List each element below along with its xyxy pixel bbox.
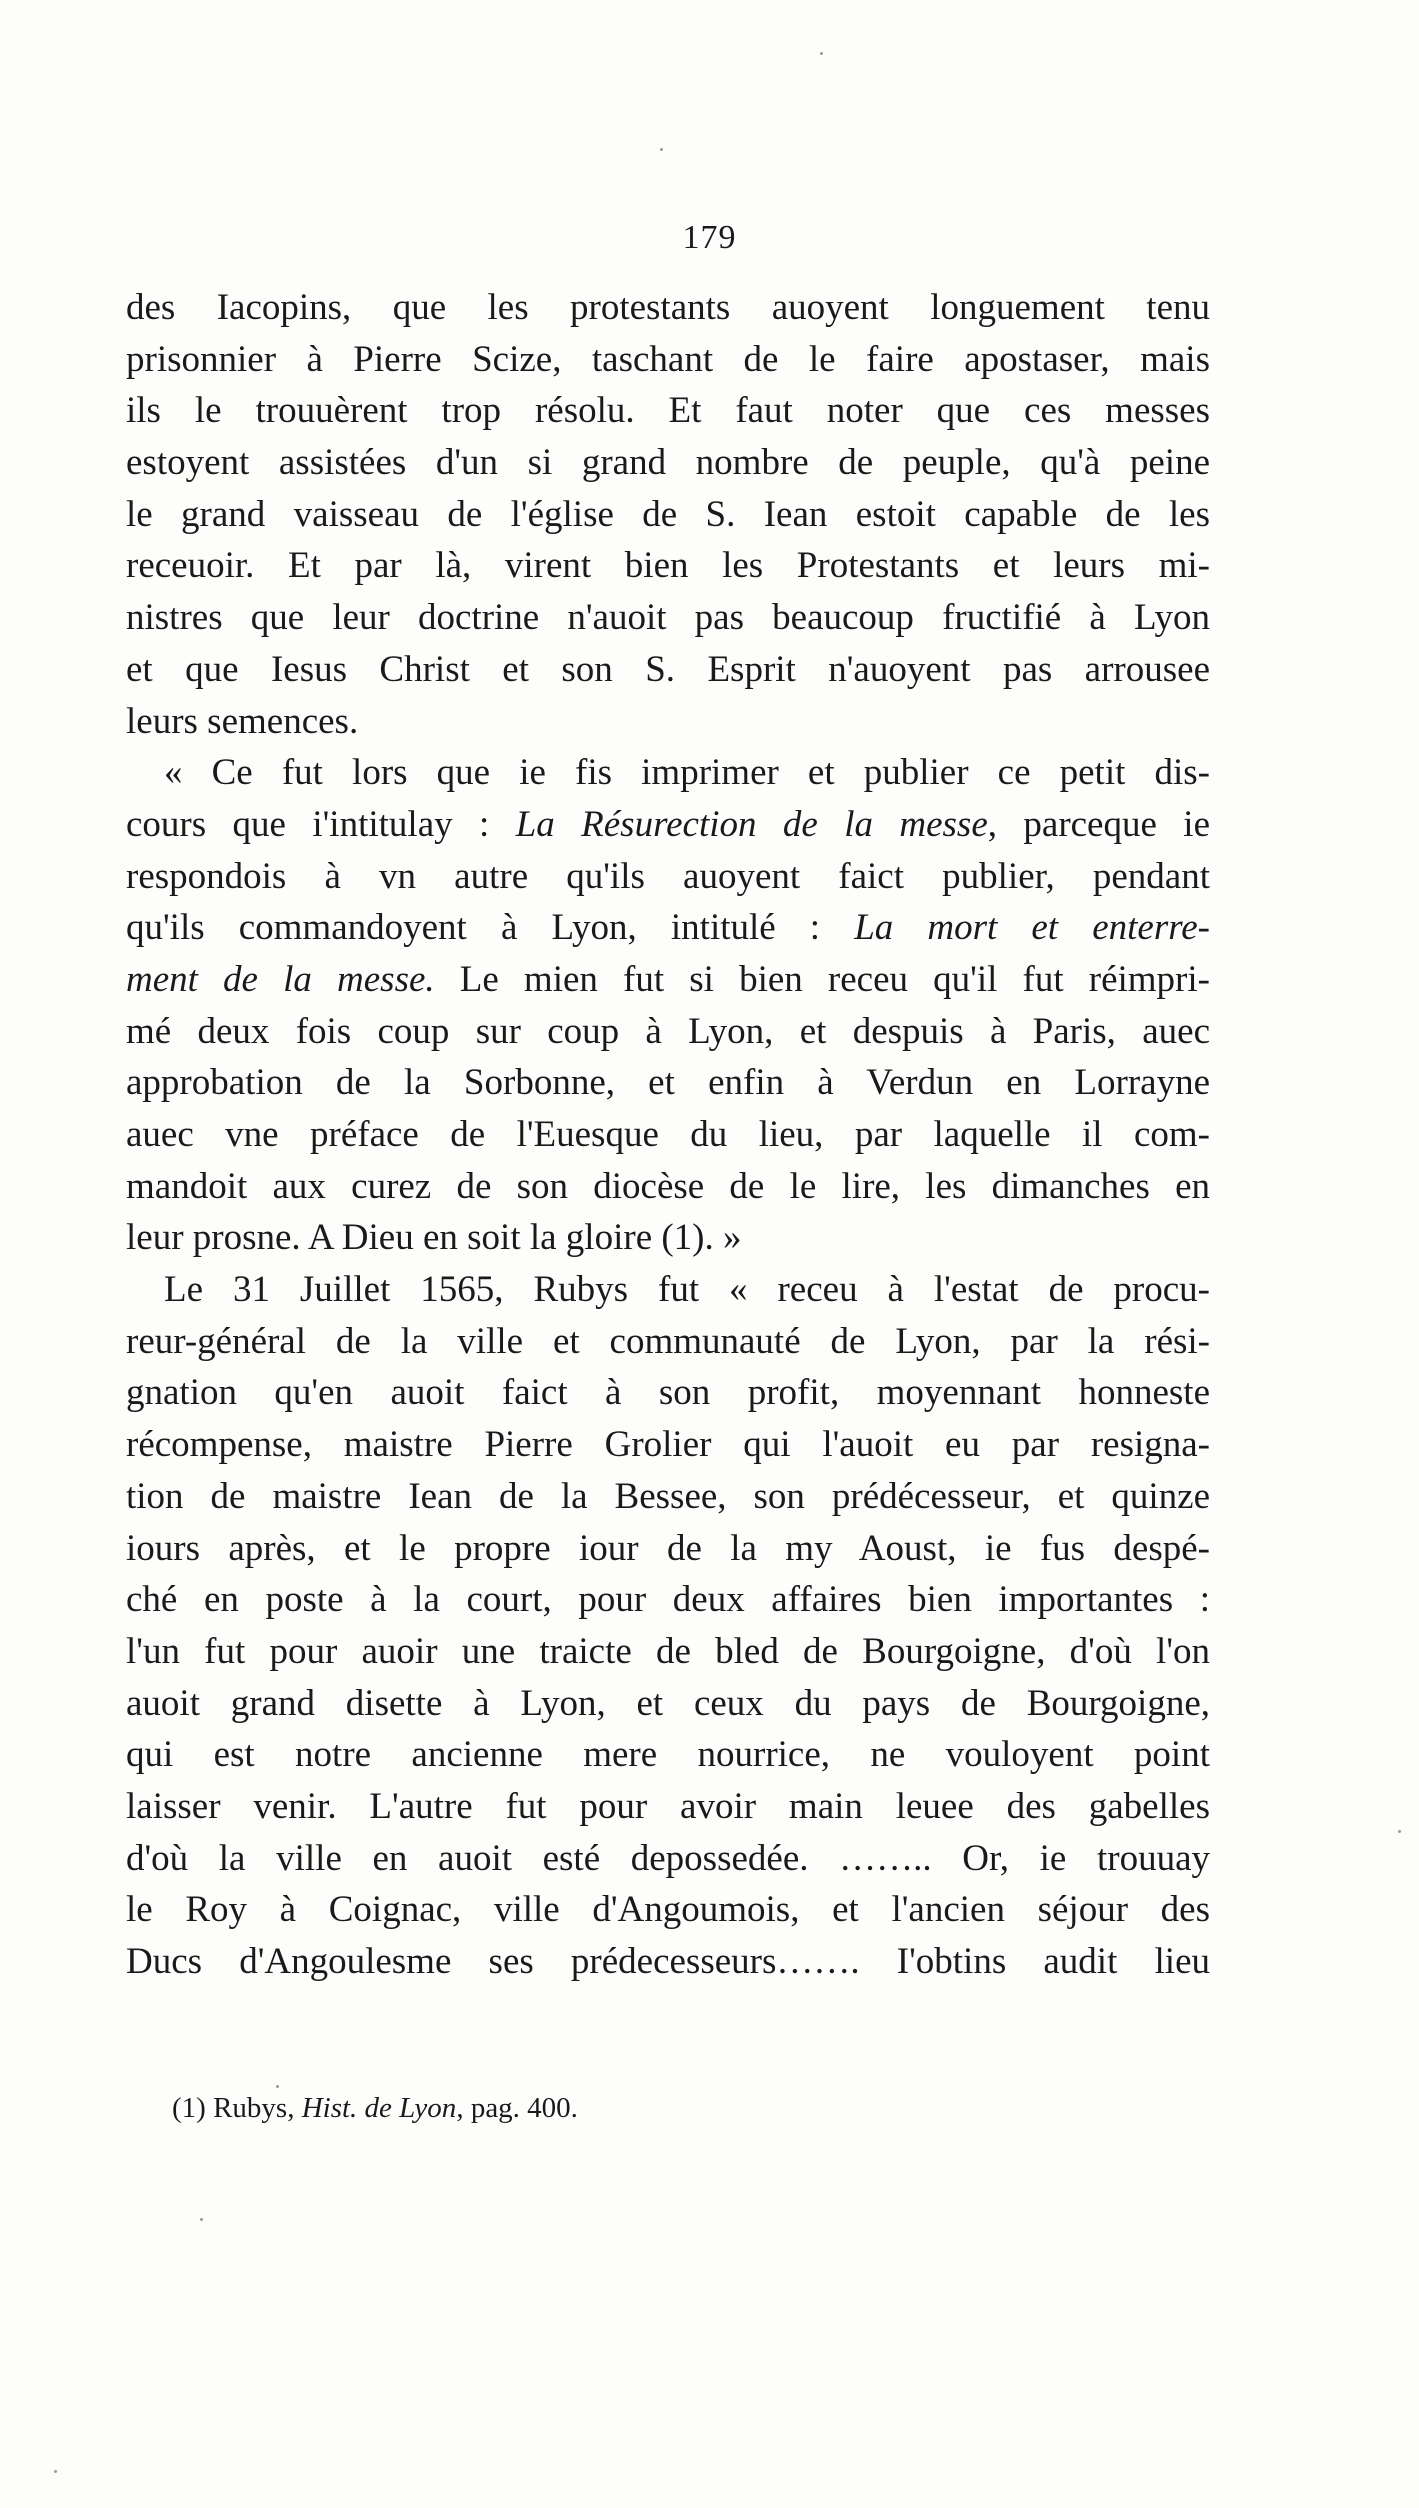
text-line <box>126 1161 1210 1213</box>
text-line <box>126 902 1210 954</box>
text-segment: ché en poste à la court, pour deux affaires bien importantes : <box>126 1579 1210 1621</box>
footnote-text: (1) Rubys, <box>172 2092 302 2124</box>
text-segment: d'où la ville en auoit esté depossedée. …….. Or, ie trouuay <box>126 1837 1210 1879</box>
text-segment: qu'ils commandoyent à Lyon, intitulé : <box>126 907 855 949</box>
text-line <box>126 385 1210 437</box>
italic-text: ment de la messe. <box>126 958 435 1000</box>
text-segment: et que Iesus Christ et son S. Esprit n'auoyent pas arrousee <box>126 648 1210 690</box>
text-segment: « Ce fut lors que ie fis imprimer et publier ce petit dis- <box>164 752 1210 794</box>
text-line <box>126 954 1210 1006</box>
paper-speck <box>820 52 823 55</box>
text-line <box>126 747 1210 799</box>
text-line <box>126 696 1210 748</box>
text-segment: iours après, et le propre iour de la my Aoust, ie fus despé- <box>126 1527 1210 1569</box>
text-segment: des Iacopins, que les protestants auoyent longuement tenu <box>126 287 1210 328</box>
text-line <box>126 334 1210 386</box>
page-number: 179 <box>682 219 737 256</box>
text-line <box>126 1884 1210 1936</box>
text-segment: leur prosne. A Dieu en soit la gloire (1). » <box>126 1217 742 1259</box>
text-line <box>126 1264 1210 1316</box>
text-line <box>126 282 1210 334</box>
text-line <box>126 1678 1210 1730</box>
text-segment: tion de maistre Iean de la Bessee, son prédécesseur, et quinze <box>126 1475 1210 1517</box>
text-segment: mandoit aux curez de son diocèse de le lire, les dimanches en <box>126 1165 1210 1207</box>
text-segment: respondois à vn autre qu'ils auoyent faict publier, pendant <box>126 855 1210 897</box>
text-line <box>126 1781 1210 1833</box>
text-segment: qui est notre ancienne mere nourrice, ne vouloyent point <box>126 1734 1210 1776</box>
italic-text: La Résurection de la messe <box>515 803 988 845</box>
paper-speck <box>54 2470 57 2473</box>
text-segment: Le mien fut si bien receu qu'il fut réimpri- <box>434 958 1210 1000</box>
text-segment: nistres que leur doctrine n'auoit pas beaucoup fructifié à Lyon <box>126 597 1210 639</box>
text-line <box>126 644 1210 696</box>
text-line <box>126 1316 1210 1368</box>
text-segment: auec vne préface de l'Euesque du lieu, par laquelle il com- <box>126 1114 1210 1155</box>
paper-speck <box>1398 1830 1401 1833</box>
text-segment: leurs semences. <box>126 700 359 742</box>
text-segment: , parceque ie <box>987 803 1210 845</box>
text-line <box>126 592 1210 644</box>
text-segment: cours que i'intitulay : <box>126 803 516 845</box>
text-line <box>126 1006 1210 1058</box>
footnote <box>172 2090 578 2126</box>
text-segment: gnation qu'en auoit faict à son profit, moyennant honneste <box>126 1372 1210 1414</box>
italic-text: La mort et enterre- <box>854 907 1210 949</box>
text-line <box>126 1419 1210 1471</box>
text-line <box>126 1729 1210 1781</box>
footnote-title: Hist. de Lyon <box>301 2092 457 2124</box>
paper-speck <box>276 2085 279 2088</box>
text-line <box>126 437 1210 489</box>
text-segment: estoyent assistées d'un si grand nombre de peuple, qu'à peine <box>126 442 1210 484</box>
text-line <box>126 1057 1210 1109</box>
text-line <box>126 851 1210 903</box>
text-line <box>126 1212 1210 1264</box>
text-segment: l'un fut pour auoir une traicte de bled de Bourgoigne, d'où l'on <box>126 1630 1210 1672</box>
text-segment: récompense, maistre Pierre Grolier qui l'auoit eu par resigna- <box>126 1424 1210 1466</box>
text-segment: le Roy à Coignac, ville d'Angoumois, et l'ancien séjour des <box>126 1889 1210 1931</box>
text-segment: ils le trouuèrent trop résolu. Et faut noter que ces messes <box>126 390 1210 432</box>
text-segment: Le 31 Juillet 1565, Rubys fut « receu à l'estat de procu- <box>164 1269 1210 1311</box>
text-segment: prisonnier à Pierre Scize, taschant de le faire apostaser, mais <box>126 338 1210 380</box>
text-line <box>126 540 1210 592</box>
text-segment: receuoir. Et par là, virent bien les Protestants et leurs mi- <box>126 545 1210 587</box>
text-line <box>126 1833 1210 1885</box>
text-segment: le grand vaisseau de l'église de S. Iean estoit capable de les <box>126 493 1210 535</box>
text-segment: laisser venir. L'autre fut pour avoir main leuee des gabelles <box>126 1785 1210 1827</box>
text-segment: approbation de la Sorbonne, et enfin à Verdun en Lorrayne <box>126 1062 1210 1104</box>
text-line <box>126 1626 1210 1678</box>
text-segment: reur-général de la ville et communauté de Lyon, par la rési- <box>126 1320 1210 1362</box>
text-segment: mé deux fois coup sur coup à Lyon, et despuis à Paris, auec <box>126 1010 1210 1052</box>
paper-speck <box>200 2218 203 2221</box>
text-line <box>126 1367 1210 1419</box>
paper-speck <box>660 148 663 151</box>
text-line <box>126 799 1210 851</box>
body-text <box>126 282 1210 1988</box>
footnote-text: , pag. 400. <box>456 2092 578 2124</box>
text-segment: Ducs d'Angoulesme ses prédecesseurs……. I'obtins audit lieu <box>126 1941 1210 1982</box>
text-segment: auoit grand disette à Lyon, et ceux du pays de Bourgoigne, <box>126 1682 1210 1724</box>
text-line <box>126 1109 1210 1161</box>
text-line <box>126 489 1210 541</box>
text-line <box>126 1936 1210 1988</box>
text-line <box>126 1574 1210 1626</box>
text-line <box>126 1471 1210 1523</box>
text-line <box>126 1523 1210 1575</box>
